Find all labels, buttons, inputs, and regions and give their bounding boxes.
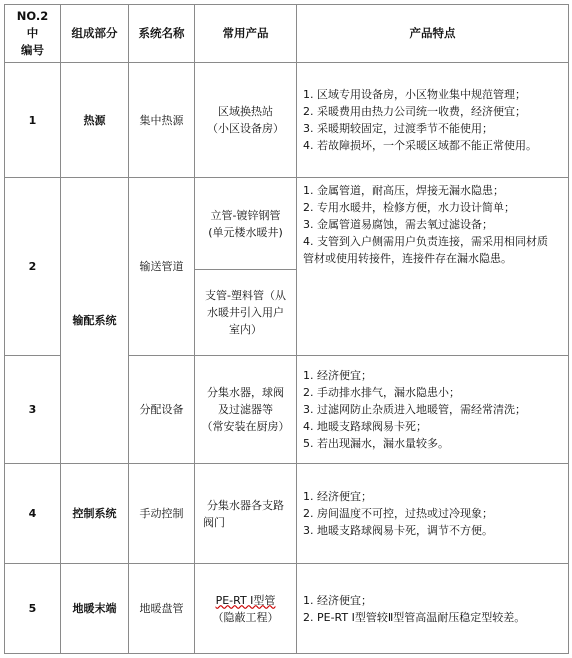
row-number: 2 [5,178,61,356]
heating-system-table [4,4,569,654]
system-name: 手动控制 [129,464,195,564]
features-cell [297,63,569,178]
system-name: 集中热源 [129,63,195,178]
feature-line: 2. PE-RT Ⅰ型管较Ⅱ型管高温耐压稳定型较差。 [303,610,526,624]
product-cell [195,178,297,270]
product-line: 立管-镀锌钢管 [210,208,281,222]
product-cell [195,564,297,654]
row-number: 3 [5,356,61,464]
header-row [5,5,569,63]
product-cell [195,356,297,464]
header-part: 组成部分 [61,5,129,63]
features-cell [297,464,569,564]
product-line: PE-RT Ⅰ型管 [215,593,276,607]
component-part: 控制系统 [61,464,129,564]
header-number-line2: 编号 [21,43,44,57]
product-line: （常安装在厨房） [201,420,290,433]
feature-line: 3. 采暖期较固定，过渡季节不能使用； [303,122,493,135]
feature-line: 1. 经济便宜； [303,369,372,382]
feature-line: 2. 专用水暖井，检修方便，水力设计简单； [303,201,515,214]
component-part: 热源 [61,63,129,178]
product-line: 支管-塑料管（从 [205,289,286,302]
system-name: 地暖盘管 [129,564,195,654]
product-cell [195,464,297,564]
product-line: 分集水器，球阀 [207,386,284,399]
product-cell [195,270,297,356]
product-line: 及过滤器等 [218,403,273,416]
table-row [5,63,569,178]
feature-line: 2. 房间温度不可控，过热或过冷现象； [303,507,493,520]
header-system: 系统名称 [129,5,195,63]
header-product: 常用产品 [195,5,297,63]
header-features: 产品特点 [297,5,569,63]
product-line: （小区设备房） [207,122,284,135]
product-line: (单元楼水暖井) [208,225,283,239]
system-name: 输送管道 [129,178,195,356]
system-name: 分配设备 [129,356,195,464]
table-row [5,464,569,564]
product-line: 分集水器各支路 [207,498,284,512]
feature-line: 4. 若故障损坏，一个采暖区域都不能正常使用。 [303,139,537,152]
product-line: 室内） [229,323,262,336]
product-line: （隐蔽工程） [212,610,279,624]
feature-line: 1. 经济便宜； [303,593,372,607]
features-cell [297,564,569,654]
row-number: 1 [5,63,61,178]
feature-line: 2. 采暖费用由热力公司统一收费，经济便宜； [303,105,526,118]
feature-line: 3. 过滤网防止杂质进入地暖管，需经常清洗； [303,403,526,416]
feature-line: 4. 地暖支路球阀易卡死； [303,420,427,433]
table-row [5,564,569,654]
row-number: 4 [5,464,61,564]
features-cell [297,178,569,356]
header-number [5,5,61,63]
table-row [5,178,569,270]
component-part: 地暖末端 [61,564,129,654]
component-part: 输配系统 [61,178,129,464]
feature-line: 管材或使用转接件，连接件存在漏水隐患。 [303,252,512,265]
product-cell [195,63,297,178]
feature-line: 3. 金属管道易腐蚀，需去氧过滤设备； [303,218,493,231]
feature-line: 2. 手动排水排气，漏水隐患小； [303,386,460,399]
header-number-line1: NO.2 中 [16,9,49,40]
feature-line: 1. 经济便宜； [303,490,372,503]
feature-line: 4. 支管到入户侧需用户负责连接，需采用相同材质 [303,235,548,248]
product-line: 阀门 [203,515,225,529]
row-number: 5 [5,564,61,654]
product-line: 区域换热站 [218,105,273,118]
feature-line: 5. 若出现漏水，漏水量较多。 [303,437,449,450]
product-line: 水暖井引入用户 [207,306,284,319]
feature-line: 1. 金属管道，耐高压，焊接无漏水隐患； [303,184,504,197]
features-cell [297,356,569,464]
feature-line: 3. 地暖支路球阀易卡死，调节不方便。 [303,524,493,537]
feature-line: 1. 区域专用设备房，小区物业集中规范管理； [303,88,526,101]
